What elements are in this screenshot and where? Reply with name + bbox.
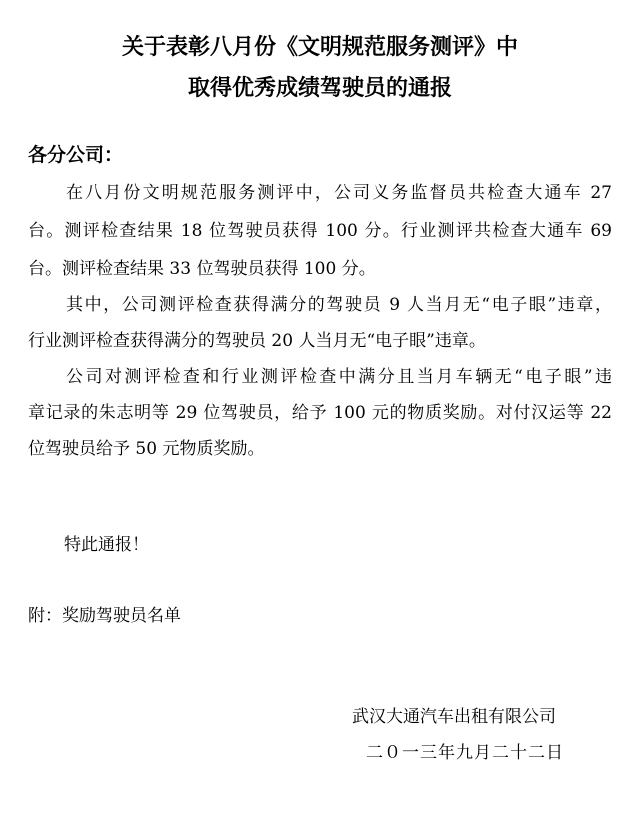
paragraph-1-line-2: 台。测评检查结果 18 位驾驶员获得 100 分。行业测评共检查大通车 69 <box>28 221 612 241</box>
document-title-line-2: 取得优秀成绩驾驶员的通报 <box>187 76 452 101</box>
paragraph-3-line-3: 位驾驶员给予 50 元物质奖励。 <box>28 439 265 459</box>
closing-remark: 特此通报！ <box>64 535 149 555</box>
attachment-note: 附：奖励驾驶员名单 <box>28 606 181 626</box>
signature-date: 二０一三年九月二十二日 <box>366 743 564 763</box>
paragraph-3-line-1: 公司对测评检查和行业测评检查中满分且当月车辆无“电子眼”违 <box>66 367 612 387</box>
paragraph-3-line-2: 章记录的朱志明等 29 位驾驶员，给予 100 元的物质奖励。对付汉运等 22 <box>28 403 612 423</box>
paragraph-2-line-1: 其中，公司测评检查获得满分的驾驶员 9 人当月无“电子眼”违章， <box>66 295 612 315</box>
paragraph-1-line-3: 台。测评检查结果 33 位驾驶员获得 100 分。 <box>28 259 376 279</box>
document-title-line-1: 关于表彰八月份《文明规范服务测评》中 <box>121 35 518 60</box>
salutation: 各分公司： <box>28 144 124 166</box>
paragraph-1-line-1: 在八月份文明规范服务测评中，公司义务监督员共检查大通车 27 <box>66 183 612 203</box>
paragraph-2-line-2: 行业测评检查获得满分的驾驶员 20 人当月无“电子眼”违章。 <box>28 331 486 351</box>
signature-company: 武汉大通汽车出租有限公司 <box>352 707 556 727</box>
